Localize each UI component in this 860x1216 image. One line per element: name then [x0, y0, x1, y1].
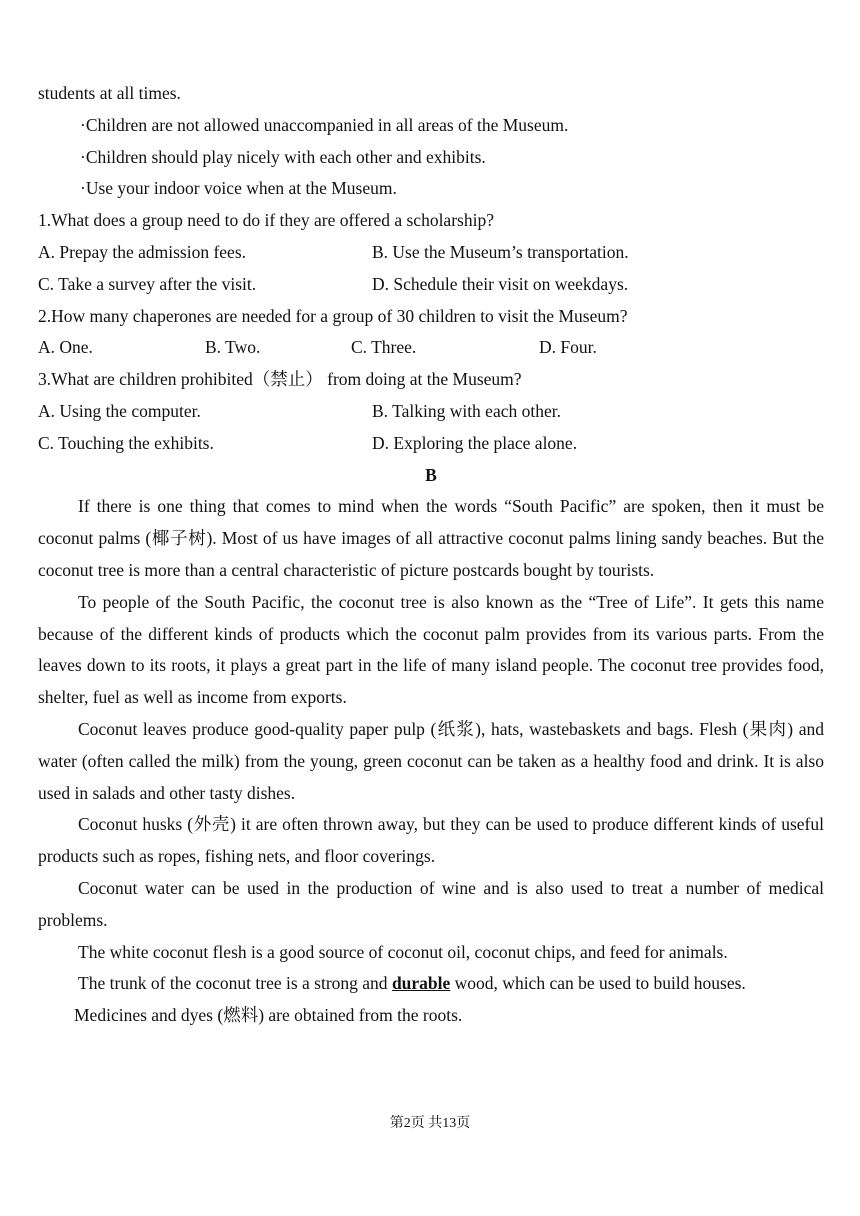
option-b: B. Talking with each other.	[372, 400, 561, 421]
rule-item: ·Children should play nicely with each other and exhibits.	[80, 146, 486, 167]
question-1-options-row	[38, 237, 824, 269]
intro-tail: students at all times.	[38, 83, 181, 103]
option-d: D. Four.	[539, 337, 597, 358]
page-footer: 第2页 共13页	[389, 1116, 471, 1131]
option-c: C. Take a survey after the visit.	[38, 273, 257, 294]
question-3: 3.What are children prohibited（禁止） from doing at the Museum?	[38, 369, 522, 390]
question-1: 1.What does a group need to do if they are offered a scholarship?	[38, 210, 494, 231]
option-a: A. One.	[38, 337, 93, 358]
question-1-options-row	[38, 269, 824, 301]
document-body	[38, 78, 824, 1032]
question-3-options-row	[38, 428, 824, 460]
option-b: B. Two.	[205, 337, 261, 358]
paragraph: Coconut leaves produce good-quality paper pulp (纸浆), hats, wastebaskets and bags. Flesh (果肉) and water (often called the milk) from the young, green coconut can be taken as a healthy food and drink. It is also used in salads and other tasty dishes.	[38, 718, 824, 803]
option-c: C. Three.	[351, 337, 417, 358]
trunk-paragraph	[38, 968, 824, 1000]
rule-item: ·Use your indoor voice when at the Museum.	[80, 178, 397, 199]
option-d: D. Schedule their visit on weekdays.	[372, 273, 629, 294]
question-3-options-row	[38, 396, 824, 428]
option-d: D. Exploring the place alone.	[372, 432, 578, 453]
rule-item: ·Children are not allowed unaccompanied in all areas of the Museum.	[80, 114, 569, 135]
question-2: 2.How many chaperones are needed for a group of 30 children to visit the Museum?	[38, 305, 628, 326]
option-a: A. Using the computer.	[38, 400, 201, 421]
option-a: A. Prepay the admission fees.	[38, 241, 247, 262]
paragraph: Medicines and dyes (燃料) are obtained from the roots.	[74, 1005, 463, 1026]
question-2-options-row	[38, 332, 824, 364]
paragraph: To people of the South Pacific, the coconut tree is also known as the “Tree of Life”. It gets this name because of the different kinds of products which the coconut palm provides from its various parts. From the leaves down to its roots, it plays a great part in the life of many island people. The coconut tree provides food, shelter, fuel as well as income from exports.	[38, 591, 824, 708]
section-heading-b: B	[425, 464, 437, 485]
trunk-text-after: wood, which can be used to build houses.	[450, 973, 746, 994]
paragraph: If there is one thing that comes to mind when the words “South Pacific” are spoken, then it must be coconut palms (椰子树). Most of us have images of all attractive coconut palms lining sandy beaches. But the coconut tree is more than a central characteristic of picture postcards bought by tourists.	[38, 496, 824, 580]
option-b: B. Use the Museum’s transportation.	[372, 241, 629, 262]
paragraph: Coconut husks (外壳) it are often thrown away, but they can be used to produce different kinds of useful products such as ropes, fishing nets, and floor coverings.	[38, 814, 824, 867]
option-c: C. Touching the exhibits.	[38, 432, 214, 453]
paragraph: The white coconut flesh is a good source of coconut oil, coconut chips, and feed for animals.	[78, 941, 728, 962]
trunk-text-before: The trunk of the coconut tree is a strong and	[78, 973, 392, 994]
paragraph: Coconut water can be used in the production of wine and is also used to treat a number of medical problems.	[38, 877, 824, 930]
underlined-word: durable	[391, 973, 451, 994]
